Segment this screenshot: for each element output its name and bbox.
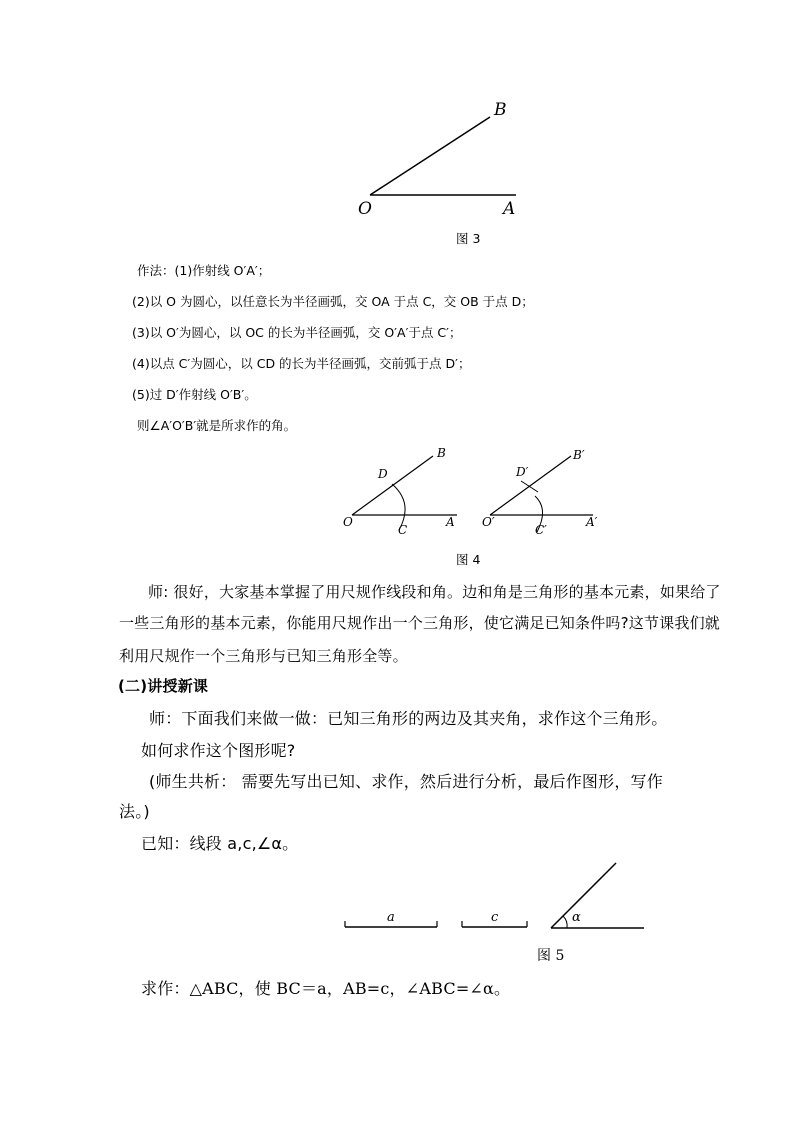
left-label-b: B: [437, 446, 446, 460]
method-step-3: (3)以 O′为圆心，以 OC 的长为半径画弧，交 O′A′于点 C′；: [132, 325, 462, 340]
section-heading: (二)讲授新课: [118, 677, 209, 695]
construct-line: 求作：△ABC，使 BC＝a，AB=c，∠ABC=∠α。: [141, 979, 511, 998]
method-intro: 作法：(1)作射线 O′A′；: [137, 263, 271, 278]
label-c-segment: c: [491, 910, 499, 925]
figure-4-caption: 图 4: [456, 552, 481, 567]
right-label-a: A′: [586, 515, 598, 529]
method-conclusion: 则∠A′O′B′就是所求作的角。: [137, 418, 297, 433]
label-a: A: [503, 199, 516, 219]
angle-alpha-ray-1: [551, 863, 616, 928]
angle-alpha-arc: [563, 916, 567, 928]
method-step-5: (5)过 D′作射线 O′B′。: [132, 387, 257, 402]
label-b: B: [494, 100, 507, 120]
given-line: 已知：线段 a,c,∠α。: [141, 834, 299, 853]
section-line-4: 法。): [119, 802, 150, 821]
left-label-c: C: [398, 523, 408, 537]
label-a-segment: a: [387, 910, 395, 925]
left-label-a: A: [446, 515, 455, 529]
section-line-2: 如何求作这个图形呢?: [141, 741, 296, 760]
label-o: O: [358, 199, 372, 219]
label-alpha: α: [572, 910, 581, 925]
teacher-paragraph-line-2: 一些三角形的基本元素，你能用尺规作出一个三角形，使它满足已知条件吗?这节课我们就: [119, 614, 720, 632]
right-label-b: B′: [573, 448, 585, 462]
method-step-2: (2)以 O 为圆心，以任意长为半径画弧，交 OA 于点 C，交 OB 于点 D；: [132, 294, 534, 309]
right-label-d: D′: [516, 465, 529, 479]
section-line-1: 师：下面我们来做一做：已知三角形的两边及其夹角，求作这个三角形。: [149, 709, 668, 728]
figure-5-caption: 图 5: [537, 948, 565, 964]
teacher-paragraph-line-3: 利用尺规作一个三角形与已知三角形全等。: [119, 647, 408, 665]
left-label-d: D: [378, 467, 388, 481]
right-label-c: C′: [535, 523, 547, 537]
right-label-o: O′: [482, 515, 495, 529]
teacher-paragraph-line-1: 师: 很好，大家基本掌握了用尺规作线段和角。边和角是三角形的基本元素，如果给了: [148, 583, 721, 601]
section-line-3: (师生共析： 需要先写出已知、求作，然后进行分析，最后作图形，写作: [149, 772, 663, 791]
method-step-4: (4)以点 C′为圆心，以 CD 的长为半径画弧，交前弧于点 D′；: [132, 356, 471, 371]
left-label-o: O: [343, 515, 353, 529]
figure-3-caption: 图 3: [456, 231, 481, 246]
